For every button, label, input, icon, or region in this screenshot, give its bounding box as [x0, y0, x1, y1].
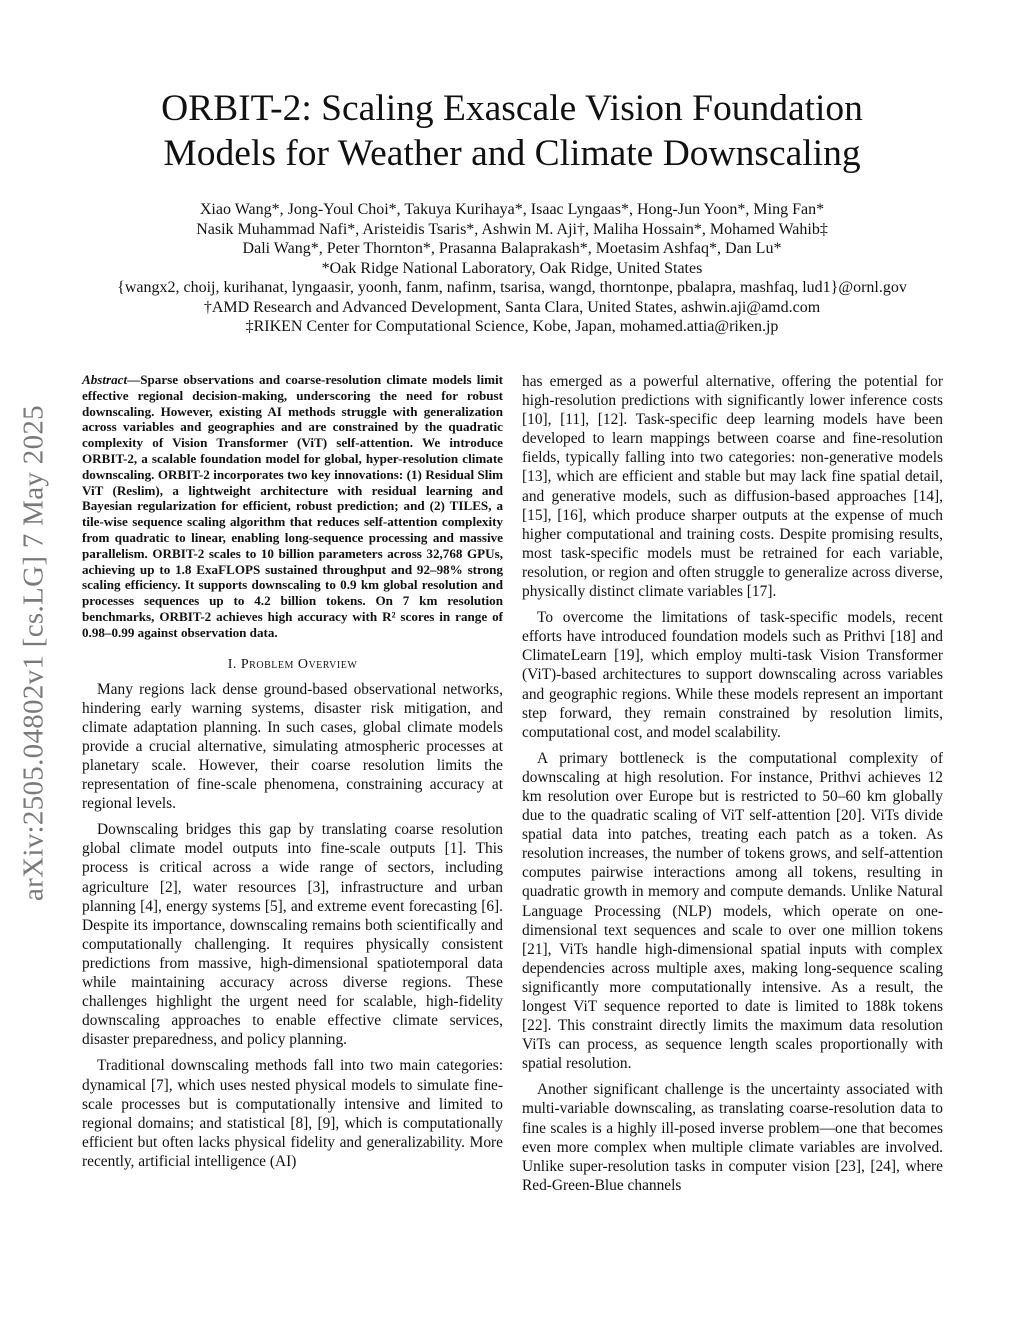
author-line-1: Xiao Wang*, Jong-Youl Choi*, Takuya Kurihaya*, Isaac Lyngaas*, Hong-Jun Yoon*, Ming Fan* — [199, 201, 825, 218]
title-line-2: Models for Weather and Climate Downscaling — [163, 133, 861, 174]
author-line-2: Nasik Muhammad Nafi*, Aristeidis Tsaris*, Ashwin M. Aji†, Maliha Hossain*, Mohamed Wahib‡ — [196, 220, 828, 238]
paragraph: A primary bottleneck is the computational complexity of downscaling at high resolution. For instance, Prithvi achieves 12 km resolution over Europe but is restricted to 50–60 km globally due to the quadratic scaling of ViT self-attention [20]. ViTs divide spatial data into patches, treating each patch as a token. As resolution increases, the number of tokens grows, and self-attention computes pairwise interactions among all tokens, resulting in quadratic growth in memory and compute demands. Unlike Natural Language Processing (NLP) models, which operate on one-dimensional text sequences and scale to over one million tokens [21], ViTs handle high-dimensional spatial inputs with complex dependencies across multiple axes, making long-sequence scaling significantly more computationally intensive. As a result, the longest ViT sequence reported to date is limited to 188k tokens [22]. This constraint directly limits the maximum data resolution ViTs can process, as sequence length scales proportionally with spatial resolution. — [522, 749, 943, 1073]
section-heading: I. Problem Overview — [227, 656, 358, 672]
right-column — [522, 372, 943, 1202]
left-column — [82, 372, 503, 1178]
abstract-label: Abstract — [82, 372, 128, 387]
author-line-3: Dali Wang*, Peter Thornton*, Prasanna Balaprakash*, Moetasim Ashfaq*, Dan Lu* — [242, 240, 782, 257]
abstract-text: —Sparse observations and coarse-resolution climate models limit effective regional decision-making, underscoring the need for robust downscaling. However, existing AI methods struggle with generalization across variables and geographies and are constrained by the quadratic complexity of Vision Transformer (ViT) self-attention. We introduce ORBIT-2, a scalable foundation model for global, hyper-resolution climate downscaling. ORBIT-2 incorporates two key innovations: (1) Residual Slim ViT (Reslim), a lightweight architecture with residual learning and Bayesian regularization for efficient, robust prediction; and (2) TILES, a tile-wise sequence scaling algorithm that reduces self-attention complexity from quadratic to linear, enabling long-sequence processing and massive parallelism. ORBIT-2 scales to 10 billion parameters across 32,768 GPUs, achieving up to 1.8 ExaFLOPS sustained throughput and 92–98% strong scaling efficiency. It supports downscaling to 0.9 km global resolution and processes sequences up to 4.2 billion tokens. On 7 km resolution benchmarks, ORBIT-2 achieves high accuracy with R² scores in range of 0.98–0.99 against observation data. — [82, 372, 503, 640]
title-line-1: ORBIT-2: Scaling Exascale Vision Foundation — [161, 88, 863, 129]
arxiv-identifier-text: arXiv:2505.04802v1 [cs.LG] 7 May 2025 — [17, 404, 50, 901]
author-block — [80, 200, 944, 337]
paragraph: To overcome the limitations of task-specific models, recent efforts have introduced foundation models such as Prithvi [18] and ClimateLearn [19], which employ multi-task Vision Transformer (ViT)-based architectures to support downscaling across variables and geographic regions. While these models represent an important step forward, they remain constrained by resolution limits, computational cost, and model scalability. — [522, 609, 943, 741]
paragraph: has emerged as a powerful alternative, offering the potential for high-resolution predictions with significantly lower inference costs [10], [11], [12]. Task-specific deep learning models have been developed to learn mappings between coarse and fine-resolution fields, typically falling into two categories: non-generative models [13], which are efficient and stable but may lack fine spatial detail, and generative models, such as diffusion-based approaches [14], [15], [16], which produce sharper outputs at the expense of much higher computational and training costs. Despite promising results, most task-specific models must be retrained for each variable, resolution, or region and often struggle to generalize across diverse, physically distinct climate variables [17]. — [522, 373, 943, 601]
author-emails: {wangx2, choij, kurihanat, lyngaasir, yoonh, fanm, nafinm, tsarisa, wangd, thorntonpe, pbalapra, mashfaq, lud1}@ornl.gov — [117, 279, 907, 296]
affiliation-ornl: *Oak Ridge National Laboratory, Oak Ridge, United States — [321, 259, 703, 277]
paragraph: Traditional downscaling methods fall into two main categories: dynamical [7], which uses nested physical models to simulate fine-scale processes but is computationally intensive and limited to regional domains; and statistical [8], [9], which is computationally efficient but often lacks physical fidelity and generalizability. More recently, artificial intelligence (AI) — [82, 1057, 503, 1170]
arxiv-identifier — [4, 350, 64, 955]
paper-title — [80, 86, 944, 176]
affiliation-amd: †AMD Research and Advanced Development, Santa Clara, United States, ashwin.aji@amd.com — [203, 298, 821, 316]
affiliation-riken: ‡RIKEN Center for Computational Science, Kobe, Japan, mohamed.attia@riken.jp — [245, 318, 779, 335]
paragraph: Downscaling bridges this gap by translating coarse resolution global climate model outputs into fine-scale outputs [1]. This process is critical across a wide range of sectors, including agriculture [2], water resources [3], infrastructure and urban planning [4], energy systems [5], and extreme event forecasting [6]. Despite its importance, downscaling remains both scientifically and computationally challenging. It requires physically consistent predictions from massive, high-dimensional spatiotemporal data while maintaining accuracy across diverse regions. These challenges highlight the urgent need for scalable, high-fidelity downscaling approaches to enable effective climate services, disaster preparedness, and policy planning. — [82, 821, 503, 1049]
paragraph: Another significant challenge is the uncertainty associated with multi-variable downscaling, as translating coarse-resolution data to fine scales is a highly ill-posed inverse problem—one that becomes even more complex when multiple climate variables are involved. Unlike super-resolution tasks in computer vision [23], [24], where Red-Green-Blue channels — [522, 1081, 943, 1194]
paragraph: Many regions lack dense ground-based observational networks, hindering early warning systems, disaster risk mitigation, and climate adaptation planning. In such cases, global climate models provide a crucial alternative, simulating atmospheric processes at planetary scale. However, their coarse resolution limits the representation of fine-scale phenomena, constraining accuracy at regional levels. — [82, 680, 503, 813]
abstract — [82, 372, 503, 641]
